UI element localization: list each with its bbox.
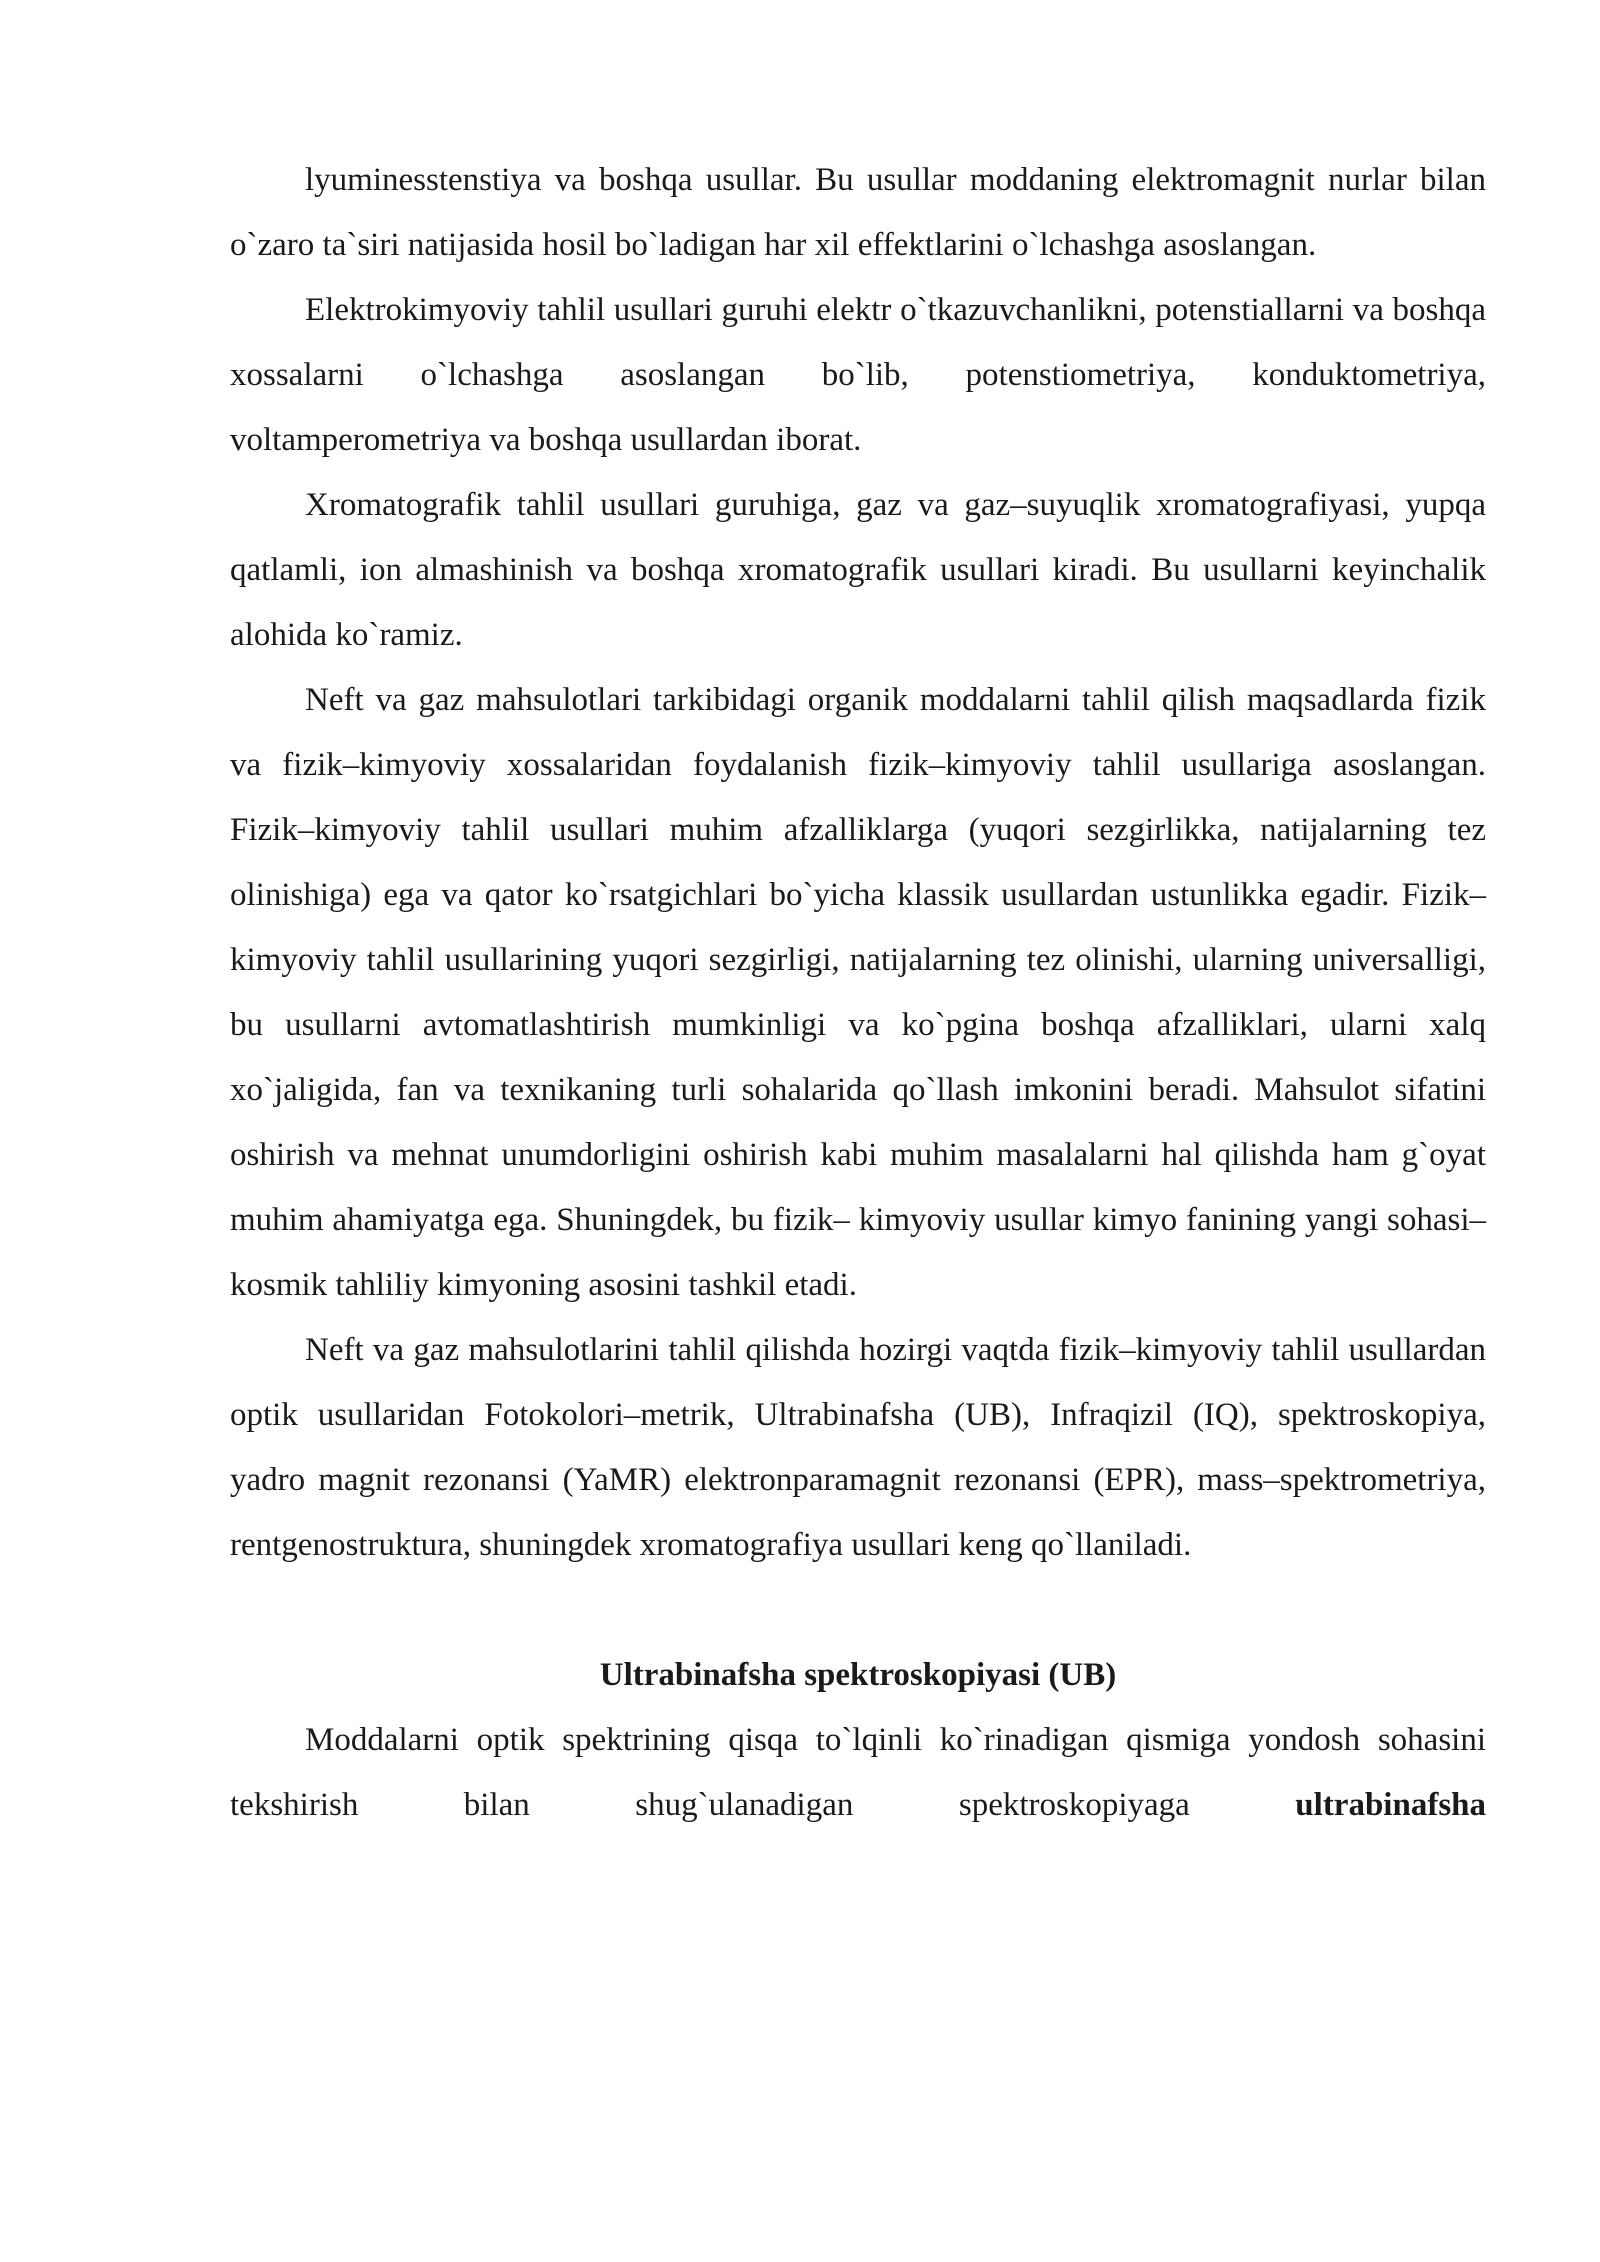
section-heading: Ultrabinafsha spektroskopiyasi (UB)	[599, 1657, 1117, 1693]
paragraph-3: Xromatografik tahlil usullari guruhiga, gaz va gaz–suyuqlik xromatografiyasi, yupqa qatlamli, ion almashinish va boshqa xromatografik usullari kiradi. Bu usullarni keyinchalik alohida ko`ramiz.	[230, 487, 1486, 653]
paragraph-6-text: Moddalarni optik spektrining qisqa to`lqinli ko`rinadigan qismiga yondosh sohasini tekshirish bilan shug`ulanadigan spektroskopiyaga	[230, 1722, 1486, 1823]
document-body	[230, 148, 1486, 1838]
paragraph-5: Neft va gaz mahsulotlarini tahlil qilishda hozirgi vaqtda fizik–kimyoviy tahlil usullardan optik usullaridan Fotokolori–metrik, Ultrabinafsha (UB), Infraqizil (IQ), spektroskopiya, yadro magnit rezonansi (YaMR) elektronparamagnit rezonansi (EPR), mass–spektrometriya, rentgenostruktura, shuningdek xromatografiya usullari keng qo`llaniladi.	[230, 1332, 1486, 1563]
paragraph-2: Elektrokimyoviy tahlil usullari guruhi elektr o`tkazuvchanlikni, potenstiallarni va boshqa xossalarni o`lchashga asoslangan bo`lib, potenstiometriya, konduktometriya, voltamperometriya va boshqa usullardan iborat.	[230, 292, 1486, 458]
paragraph-6	[230, 1708, 1486, 1838]
paragraph-1: lyuminesstenstiya va boshqa usullar. Bu usullar moddaning elektromagnit nurlar bilan o`zaro ta`siri natijasida hosil bo`ladigan har xil effektlarini o`lchashga asoslangan.	[230, 162, 1486, 263]
bold-term: ultrabinafsha	[1295, 1787, 1487, 1823]
paragraph-4: Neft va gaz mahsulotlari tarkibidagi organik moddalarni tahlil qilish maqsadlarda fizik va fizik–kimyoviy xossalaridan foydalanish fizik–kimyoviy tahlil usullariga asoslangan. Fizik–kimyoviy tahlil usullari muhim afzalliklarga (yuqori sezgirlikka, natijalarning tez olinishiga) ega va qator ko`rsatgichlari bo`yicha klassik usullardan ustunlikka egadir. Fizik–kimyoviy tahlil usullarining yuqori sezgirligi, natijalarning tez olinishi, ularning universalligi, bu usullarni avtomatlashtirish mumkinligi va ko`pgina boshqa afzalliklari, ularni xalq xo`jaligida, fan va texnikaning turli sohalarida qo`llash imkonini beradi. Mahsulot sifatini oshirish va mehnat unumdorligini oshirish kabi muhim masalalarni hal qilishda ham g`oyat muhim ahamiyatga ega. Shuningdek, bu fizik– kimyoviy usullar kimyo fanining yangi sohasi–kosmik tahliliy kimyoning asosini tashkil etadi.	[230, 682, 1486, 1303]
